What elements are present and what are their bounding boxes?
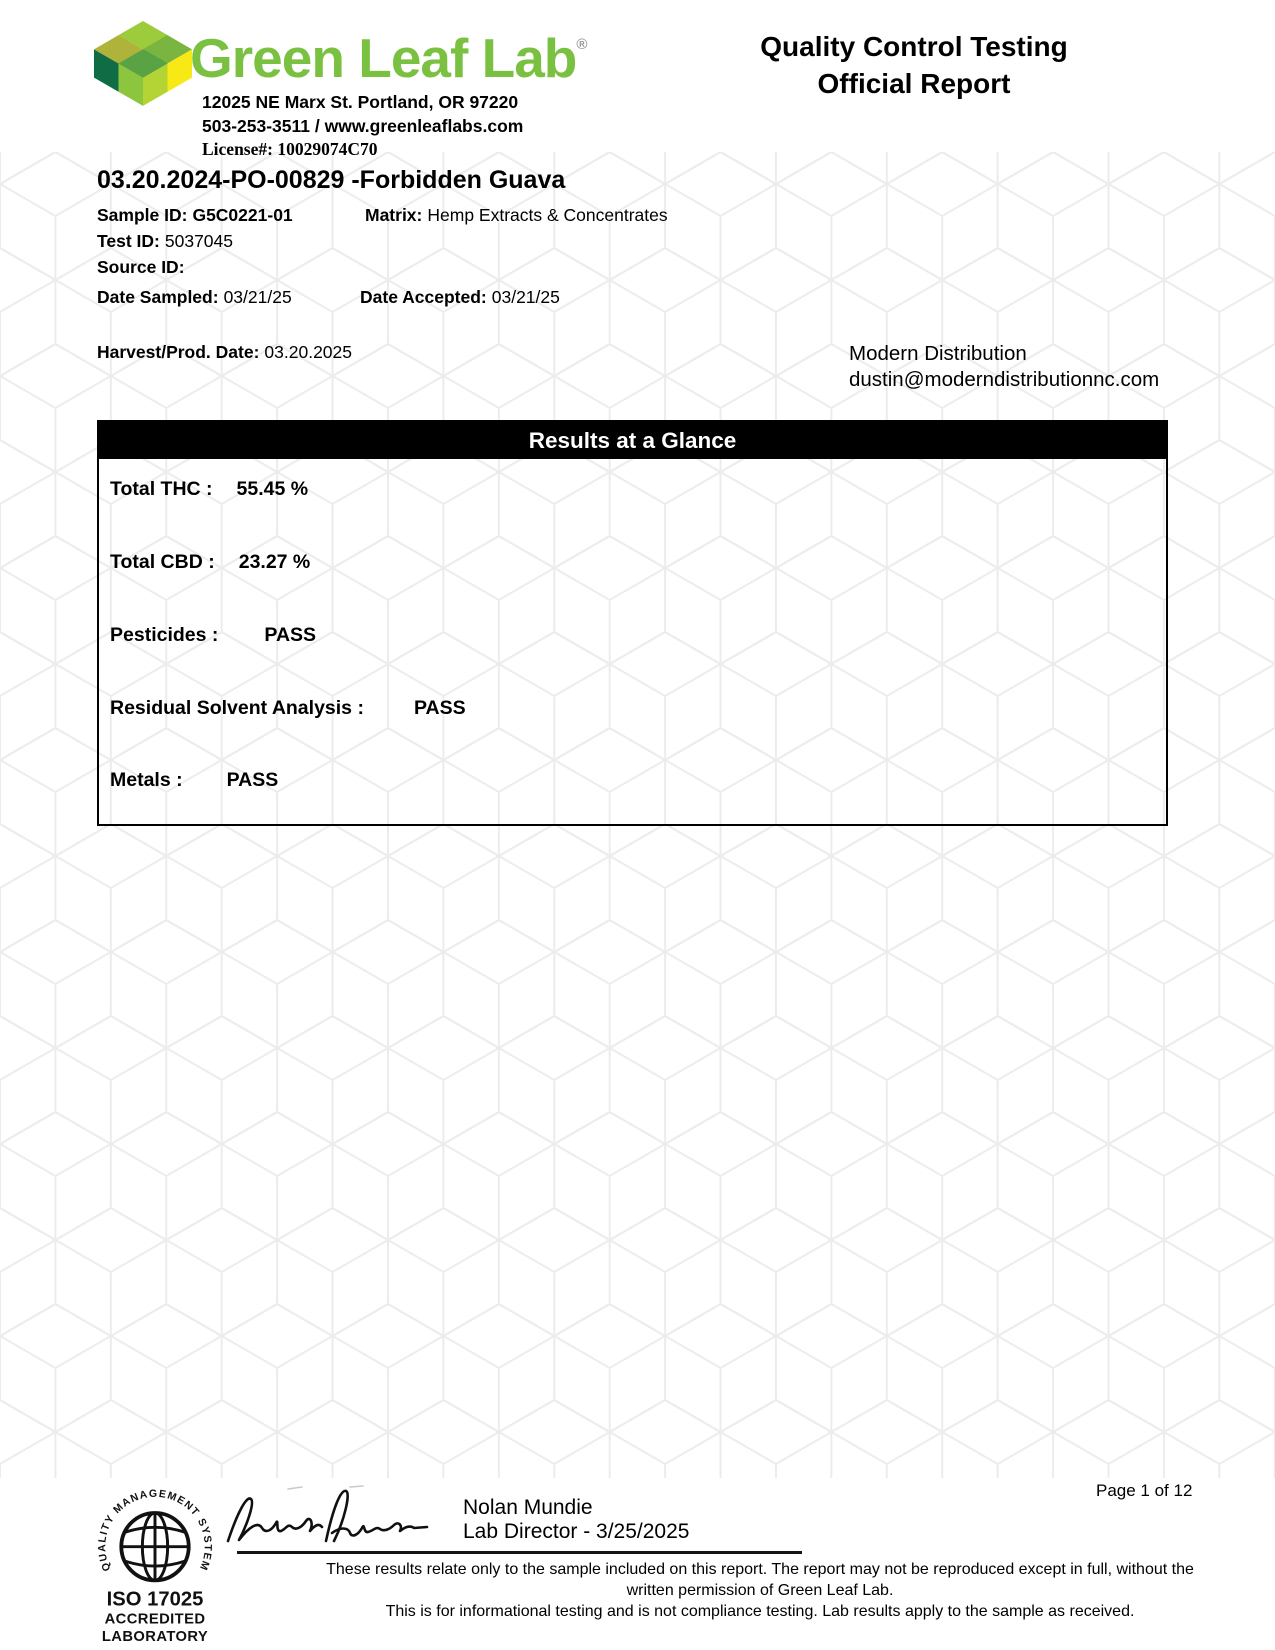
result-label: Residual Solvent Analysis :	[110, 697, 364, 719]
page-number: Page 1 of 12	[1096, 1481, 1193, 1500]
registered-mark: ®	[576, 36, 588, 53]
result-row-residual-solvents	[110, 697, 466, 720]
result-row-total-cbd	[110, 551, 310, 574]
lab-phone-website: 503-253-3511 / www.greenleaflabs.com	[202, 116, 524, 136]
date-accepted-field	[360, 287, 560, 308]
badge-laboratory-text: LABORATORY	[101, 1629, 209, 1646]
test-id-label: Test ID:	[97, 231, 160, 251]
matrix-value: Hemp Extracts & Concentrates	[427, 205, 668, 225]
brand-name: Green Leaf Lab®	[190, 27, 588, 89]
disclaimer-line-3: This is for informational testing and is not compliance testing. Lab results apply to the sample as received.	[385, 1603, 1135, 1620]
report-title-line2: Official Report	[817, 68, 1011, 99]
date-sampled-field	[97, 287, 292, 308]
test-id-field	[97, 231, 233, 252]
date-sampled-label: Date Sampled:	[97, 287, 219, 307]
result-label: Total CBD :	[110, 551, 215, 573]
result-row-pesticides	[110, 624, 316, 647]
report-title-line1: Quality Control Testing	[760, 31, 1068, 62]
date-accepted-value: 03/21/25	[491, 287, 560, 307]
matrix-label: Matrix:	[365, 205, 423, 225]
result-value: 23.27 %	[238, 551, 311, 573]
iso-17025-badge-icon	[96, 1486, 214, 1646]
source-id-label: Source ID:	[97, 257, 185, 277]
sample-id-field	[97, 205, 293, 226]
results-section-header: Results at a Glance	[99, 422, 1166, 459]
result-value: PASS	[264, 624, 317, 646]
sample-id-label: Sample ID:	[97, 205, 188, 225]
result-value: PASS	[413, 697, 466, 719]
signer-title-date: Lab Director - 3/25/2025	[463, 1519, 690, 1543]
result-label: Pesticides :	[110, 624, 219, 646]
lab-license-number: License#: 10029074C70	[202, 139, 378, 159]
disclaimer-line-1: These results relate only to the sample included on this report. The report may not be reproduced except in full, without the	[326, 1561, 1194, 1578]
signer-name: Nolan Mundie	[463, 1496, 593, 1519]
date-accepted-label: Date Accepted:	[360, 287, 487, 307]
disclaimer-line-2: written permission of Green Leaf Lab.	[626, 1582, 894, 1599]
sample-id-value: G5C0221-01	[192, 205, 293, 225]
client-info	[849, 341, 1159, 393]
result-row-metals	[110, 769, 278, 792]
result-label: Total THC :	[110, 478, 213, 500]
signer-block	[463, 1496, 689, 1543]
signature-divider-line	[237, 1551, 802, 1554]
globe-icon	[121, 1513, 188, 1580]
date-sampled-value: 03/21/25	[223, 287, 292, 307]
signature-icon	[222, 1483, 437, 1548]
harvest-date-value: 03.20.2025	[264, 342, 353, 362]
result-value: PASS	[226, 769, 279, 791]
badge-arc-text: QUALITY MANAGEMENT SYSTEM	[96, 1487, 214, 1573]
report-title	[714, 28, 1114, 102]
lab-address: 12025 NE Marx St. Portland, OR 97220	[202, 92, 519, 112]
matrix-field	[365, 205, 668, 226]
harvest-date-field	[97, 342, 352, 363]
disclaimer-block	[245, 1559, 1275, 1622]
harvest-date-label: Harvest/Prod. Date:	[97, 342, 260, 362]
badge-accredited-text: ACCREDITED	[104, 1611, 206, 1628]
greenleaf-logo-icon	[93, 18, 193, 108]
client-name: Modern Distribution	[849, 342, 1027, 365]
client-email: dustin@moderndistributionnc.com	[849, 368, 1160, 391]
result-row-total-thc	[110, 478, 308, 501]
test-id-value: 5037045	[164, 231, 234, 251]
source-id-field	[97, 257, 190, 278]
badge-iso-text: ISO 17025	[106, 1588, 204, 1611]
result-value: 55.45 %	[236, 478, 309, 500]
sample-title: 03.20.2024-PO-00829 -Forbidden Guava	[97, 166, 566, 194]
result-label: Metals :	[110, 769, 183, 791]
